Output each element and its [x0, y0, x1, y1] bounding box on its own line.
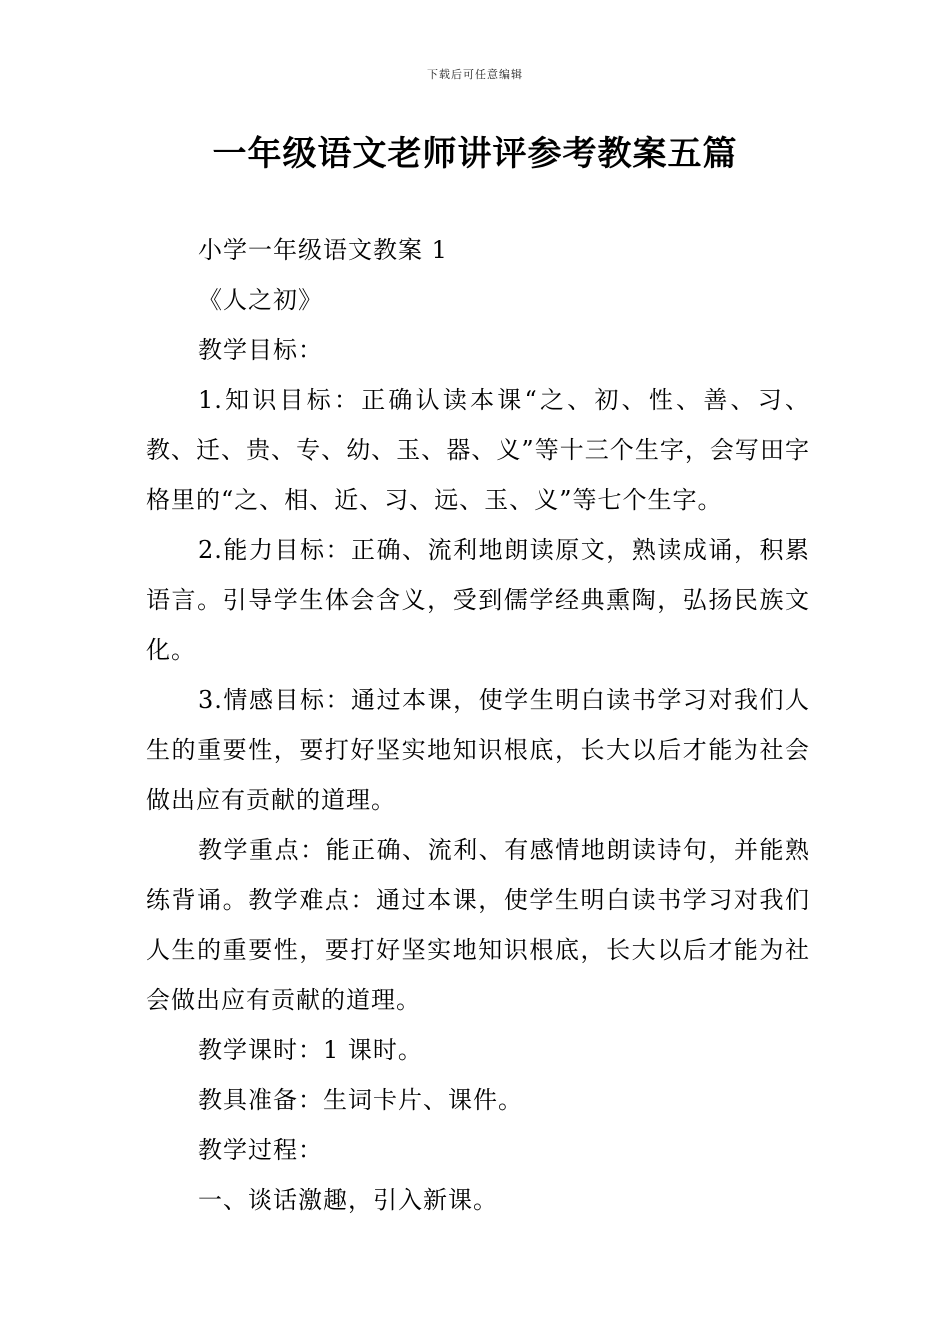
section-process: 教学过程： — [198, 1136, 323, 1164]
objective-emotion: 3.情感目标：通过本课，使学生明白读书学习对我们人生的重要性，要打好坚实地知识根底，长大以后才能为社会做出应有贡献的道理。 — [146, 686, 810, 814]
teaching-aids: 教具准备：生词卡片、课件。 — [198, 1086, 523, 1114]
document-body — [146, 225, 810, 1225]
process-step-one: 一、谈话激趣，引入新课。 — [198, 1186, 498, 1214]
header-note: 下载后可任意编辑 — [427, 68, 523, 81]
key-and-difficult-points: 教学重点：能正确、流利、有感情地朗读诗句，并能熟练背诵。教学难点：通过本课，使学生明白读书学习对我们人生的重要性，要打好坚实地知识根底，长大以后才能为社会做出应有贡献的道理。 — [146, 836, 810, 1014]
section-objectives: 教学目标： — [198, 336, 323, 364]
objective-ability: 2.能力目标：正确、流利地朗读原文，熟读成诵，积累语言。引导学生体会含义，受到儒学经典熏陶，弘扬民族文化。 — [146, 536, 810, 664]
class-hours: 教学课时：1 课时。 — [198, 1036, 423, 1064]
document-title: 一年级语文老师讲评参考教案五篇 — [212, 134, 738, 174]
lesson-heading: 小学一年级语文教案 1 — [198, 236, 448, 264]
objective-knowledge: 1.知识目标：正确认读本课“之、初、性、善、习、教、迁、贵、专、幼、玉、器、义”等十三个生字，会写田字格里的“之、相、近、习、远、玉、义”等七个生字。 — [146, 386, 810, 514]
lesson-title: 《人之初》 — [198, 286, 323, 314]
